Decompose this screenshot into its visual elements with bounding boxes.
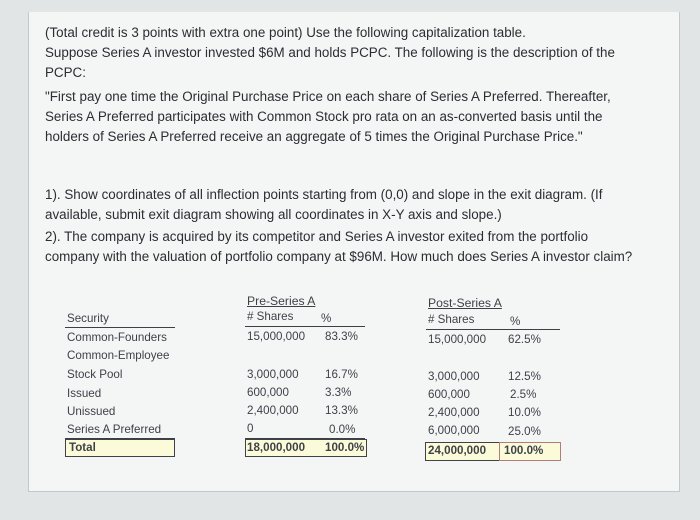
document-page — [28, 12, 680, 492]
row-label: Unissued — [67, 405, 116, 418]
post-shares-cell: 3,000,000 — [428, 370, 480, 383]
pre-pct-cell: 16.7% — [325, 368, 358, 381]
question-2-line-1: 2). The company is acquired by its competitor and Series A investor exited from the portfolio — [45, 229, 589, 244]
pre-shares-header: # Shares — [247, 310, 294, 323]
post-shares-cell: 6,000,000 — [428, 424, 480, 437]
pcpc-quote-line-2: Series A Preferred participates with Common Stock pro rata on an as-converted basis until the — [45, 109, 603, 124]
post-shares-cell: 600,000 — [428, 388, 470, 401]
intro-line-1: (Total credit is 3 points with extra one point) Use the following capitalization table. — [45, 25, 526, 40]
question-2-line-2: company with the valuation of portfolio company at $96M. How much does Series A investor claim? — [45, 249, 633, 264]
pre-header-rule — [245, 326, 365, 327]
pre-shares-cell: 3,000,000 — [247, 368, 299, 381]
post-shares-header: # Shares — [428, 313, 475, 326]
total-label: Total — [69, 441, 96, 454]
pre-pct-cell: 83.3% — [325, 330, 358, 343]
post-shares-cell: 2,400,000 — [428, 406, 480, 419]
post-pct-cell: 10.0% — [508, 406, 541, 419]
intro-line-2: Suppose Series A investor invested $6M and holds PCPC. The following is the description of the — [45, 45, 615, 60]
pre-shares-cell: 600,000 — [247, 386, 289, 399]
row-label: Common-Employee — [67, 349, 170, 362]
pcpc-quote-line-1: "First pay one time the Original Purchase Price on each share of Series A Preferred. Thereafter, — [45, 89, 611, 104]
pre-series-a-title: Pre-Series A — [247, 294, 316, 308]
pre-pct-cell: 13.3% — [325, 404, 358, 417]
row-label: Series A Preferred — [67, 423, 162, 436]
security-header: Security — [67, 312, 109, 325]
post-pct-header: % — [510, 315, 521, 328]
post-header-rule — [426, 329, 560, 330]
pre-pct-cell: 3.3% — [325, 386, 352, 399]
post-pct-cell: 25.0% — [508, 425, 541, 438]
question-1-line-1: 1). Show coordinates of all inflection points starting from (0,0) and slope in the exit diagram. (If — [45, 187, 603, 202]
row-label: Common-Founders — [67, 331, 167, 344]
post-series-a-title: Post-Series A — [428, 296, 502, 310]
post-pct-cell: 62.5% — [508, 333, 541, 346]
security-header-rule — [65, 327, 175, 328]
post-total-shares: 24,000,000 — [428, 444, 487, 457]
pre-total-pct: 100.0% — [325, 441, 365, 454]
post-total-pct: 100.0% — [504, 444, 544, 457]
row-label: Issued — [67, 387, 102, 400]
pre-pct-cell: 0.0% — [329, 423, 356, 436]
pre-shares-cell: 15,000,000 — [247, 330, 306, 343]
intro-line-3: PCPC: — [45, 65, 86, 80]
pre-shares-cell: 0 — [247, 422, 254, 435]
post-shares-cell: 15,000,000 — [428, 333, 487, 346]
pcpc-quote-line-3: holders of Series A Preferred receive an aggregate of 5 times the Original Purchase Price." — [45, 129, 583, 144]
pre-pct-header: % — [321, 312, 332, 325]
question-1-line-2: available, submit exit diagram showing all coordinates in X-Y axis and slope.) — [45, 207, 502, 222]
pre-total-shares: 18,000,000 — [247, 441, 306, 454]
row-label: Stock Pool — [67, 368, 123, 381]
post-pct-cell: 12.5% — [508, 370, 541, 383]
post-pct-cell: 2.5% — [510, 388, 537, 401]
pre-shares-cell: 2,400,000 — [247, 404, 299, 417]
